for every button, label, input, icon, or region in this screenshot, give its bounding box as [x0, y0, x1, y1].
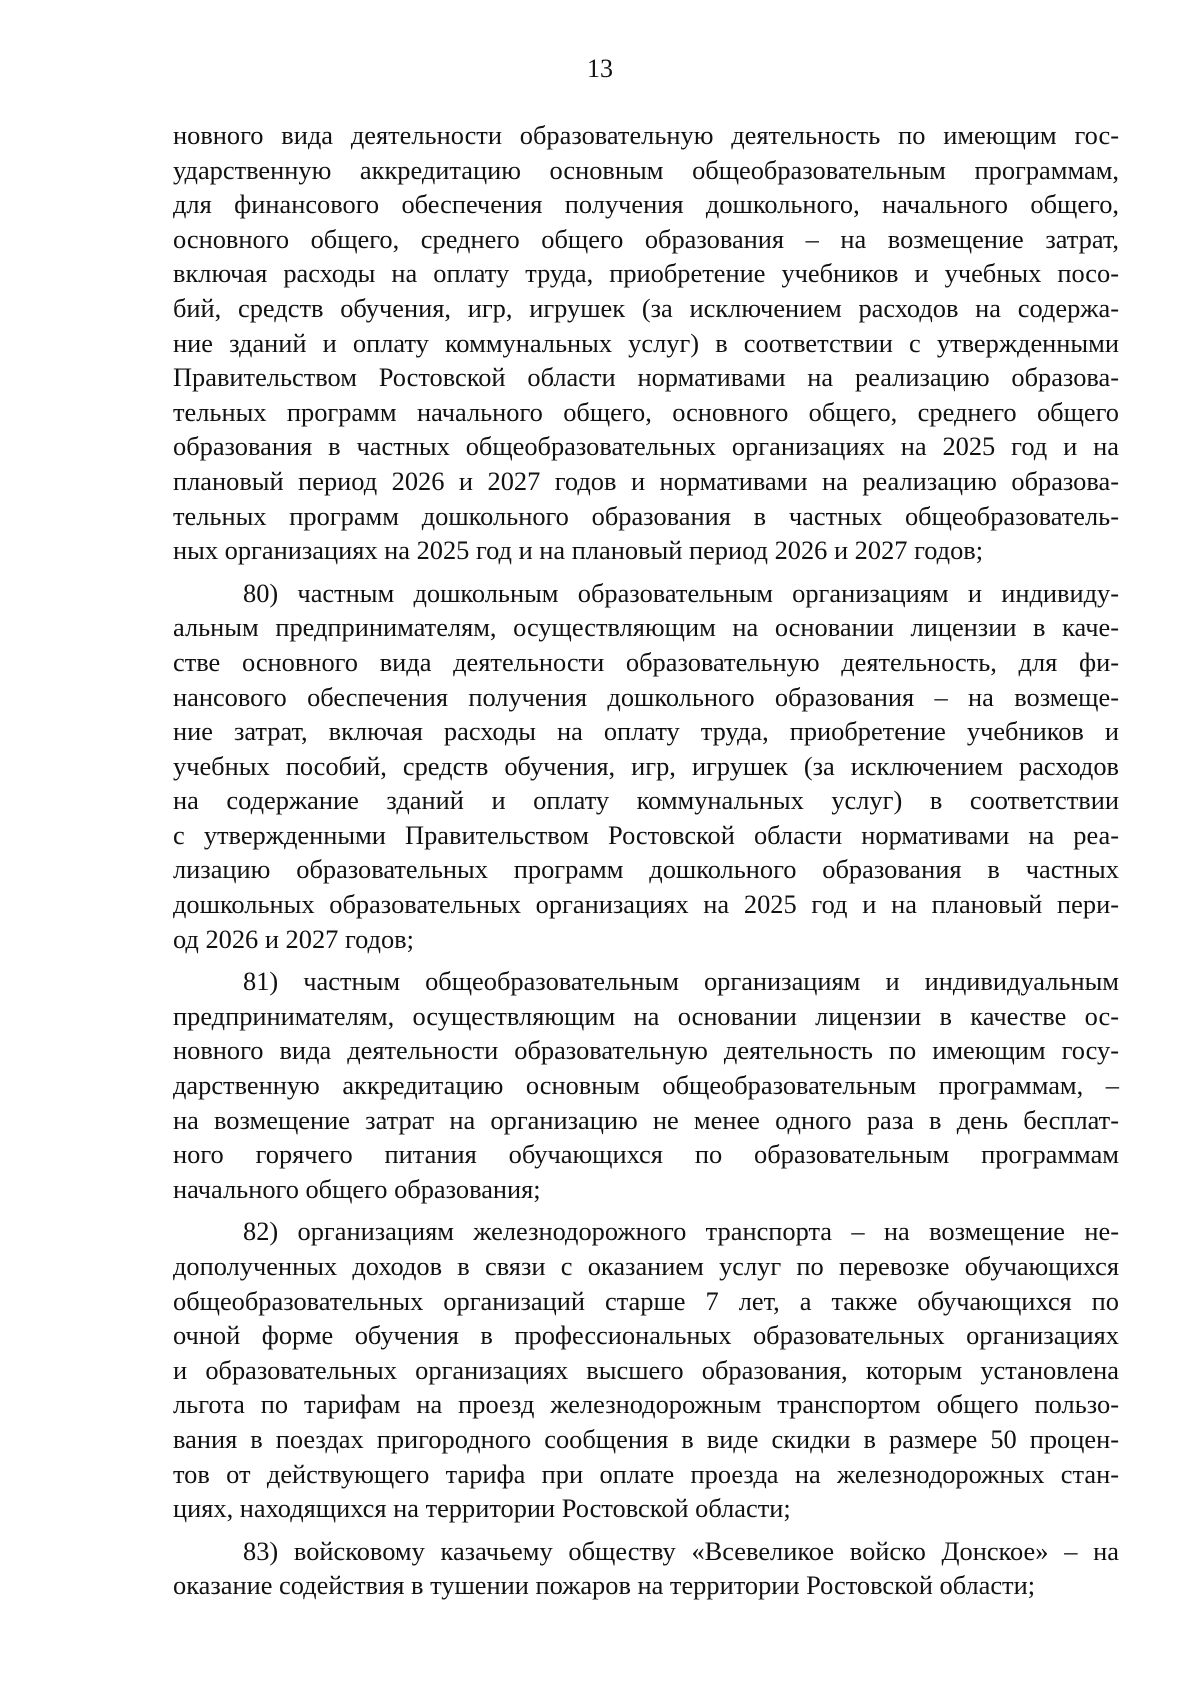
text-line: учебных пособий, средств обучения, игр, игрушек (за исключением расходов [173, 750, 1119, 781]
text-line: очной форме обучения в профессиональных образовательных организациях [173, 1320, 1119, 1351]
text-line: дополученных доходов в связи с оказанием услуг по перевозке обучающихся [173, 1251, 1119, 1281]
text-line: и образовательных организациях высшего образования, которым установлена [173, 1354, 1119, 1385]
text-line: для финансового обеспечения получения дошкольного, начального общего, [173, 189, 1119, 220]
text-line: бий, средств обучения, игр, игрушек (за исключением расходов на содержа- [173, 292, 1119, 323]
text-line: ного горячего питания обучающихся по образовательным программам [173, 1139, 1119, 1170]
text-line: предпринимателям, осуществляющим на основании лицензии в качестве ос- [173, 1000, 1119, 1031]
text-line: на возмещение затрат на организацию не менее одного раза в день бесплат- [173, 1104, 1119, 1135]
text-line: ных организациях на 2025 год и на плановый период 2026 и 2027 годов; [173, 535, 984, 566]
text-line: дарственную аккредитацию основным общеобразовательным программам, – [173, 1070, 1119, 1101]
paragraph-item-80 [173, 576, 1119, 957]
text-line: Правительством Ростовской области нормативами на реализацию образова- [173, 362, 1119, 393]
paragraph-item-83 [173, 1534, 1119, 1603]
text-line: 83) войсковому казачьему обществу «Всевеликое войско Донское» – на [243, 1535, 1119, 1566]
text-line: лизацию образовательных программ дошкольного образования в частных [173, 854, 1119, 885]
text-line: од 2026 и 2027 годов; [173, 923, 414, 954]
text-line: на содержание зданий и оплату коммунальных услуг) в соответствии [173, 785, 1119, 816]
text-line: льгота по тарифам на проезд железнодорожным транспортом общего пользо- [173, 1389, 1119, 1420]
text-line: общеобразовательных организаций старше 7 лет, а также обучающихся по [173, 1285, 1119, 1316]
text-line: новного вида деятельности образовательную деятельность по имеющим госу- [173, 1035, 1119, 1066]
text-line: 80) частным дошкольным образовательным организациям и индивиду- [243, 577, 1119, 608]
text-line: с утвержденными Правительством Ростовской области нормативами на реа- [173, 819, 1119, 850]
text-line: вания в поездах пригородного сообщения в виде скидки в размере 50 процен- [173, 1423, 1119, 1454]
text-line: ние затрат, включая расходы на оплату труда, приобретение учебников и [173, 716, 1119, 747]
text-line: альным предпринимателям, осуществляющим на основании лицензии в каче- [173, 612, 1119, 643]
text-line: нансового обеспечения получения дошкольного образования – на возмеще- [173, 681, 1119, 712]
text-line: ударственную аккредитацию основным общеобразовательным программам, [173, 154, 1119, 185]
text-line: начального общего образования; [173, 1173, 541, 1204]
text-line: циях, находящихся на территории Ростовской области; [173, 1493, 791, 1524]
text-line: тельных программ дошкольного образования в частных общеобразователь- [173, 500, 1119, 531]
text-line: ние зданий и оплату коммунальных услуг) в соответствии с утвержденными [173, 327, 1119, 358]
text-line: оказание содействия в тушении пожаров на территории Ростовской области; [173, 1570, 1036, 1601]
text-line: образования в частных общеобразовательных организациях на 2025 год и на [173, 431, 1119, 462]
text-line: включая расходы на оплату труда, приобретение учебников и учебных посо- [173, 258, 1119, 289]
page-number: 13 [587, 54, 613, 83]
text-line: основного общего, среднего общего образования – на возмещение затрат, [173, 223, 1119, 254]
text-line: 82) организациям железнодорожного транспорта – на возмещение не- [243, 1216, 1119, 1247]
body-text [173, 118, 1119, 1603]
paragraph-continuation [173, 118, 1119, 568]
text-line: стве основного вида деятельности образовательную деятельность, для фи- [173, 646, 1119, 677]
text-line: дошкольных образовательных организациях на 2025 год и на плановый пери- [173, 889, 1119, 920]
text-line: тельных программ начального общего, основного общего, среднего общего [173, 396, 1119, 427]
text-line: новного вида деятельности образовательную деятельность по имеющим гос- [173, 120, 1119, 150]
text-line: тов от действующего тарифа при оплате проезда на железнодорожных стан- [173, 1458, 1119, 1489]
text-line: плановый период 2026 и 2027 годов и нормативами на реализацию образова- [173, 465, 1119, 496]
paragraph-item-81 [173, 964, 1119, 1206]
text-line: 81) частным общеобразовательным организациям и индивидуальным [243, 966, 1119, 997]
paragraph-item-82 [173, 1214, 1119, 1525]
